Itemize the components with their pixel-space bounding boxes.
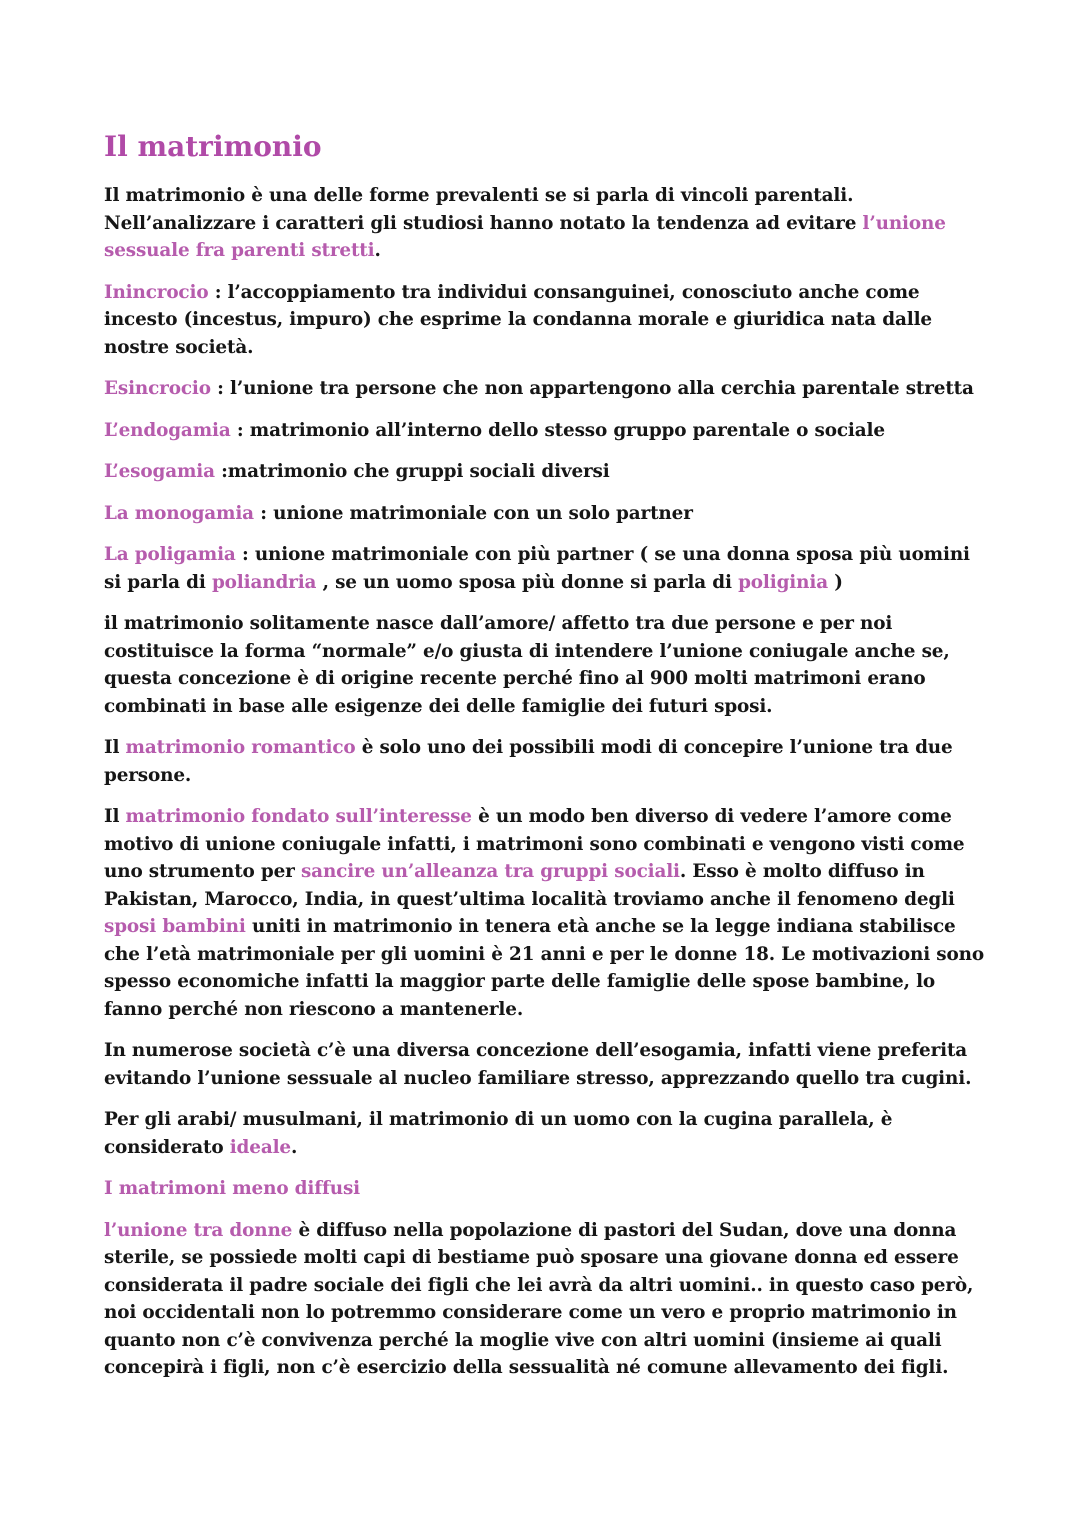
text: uniti in matrimonio in tenera età anche se la legge indiana stabilisce che l’età matrimoniale per gli uomini è 21 anni e per le donne 18. Le motivazioni sono spesso economiche infatti la maggior parte delle famiglie delle spose bambine, lo fanno perché non riescono a mantenerle. xyxy=(104,916,984,1020)
term-poligamia: La poligamia xyxy=(104,544,236,565)
term-poliandria: poliandria xyxy=(211,571,317,593)
definition-poligamia xyxy=(104,541,984,596)
definition-text: :matrimonio che gruppi sociali diversi xyxy=(214,461,610,482)
paragraph-arabi xyxy=(104,1106,984,1161)
paragraph-interesse xyxy=(104,803,984,1023)
paragraph-amore: il matrimonio solitamente nasce dall’amore/ affetto tra due persone e per noi costituisce la forma “normale” e/o giusta di intendere l’unione coniugale anche se, questa concezione è di origine recente perché fino al 900 molti matrimoni erano combinati in base alle esigenze dei delle famiglie dei futuri sposi. xyxy=(104,613,950,717)
definition-esincrocio xyxy=(104,375,984,403)
highlight-text: sposi bambini xyxy=(104,916,246,937)
document-page xyxy=(104,128,984,1396)
text: è diffuso nella popolazione di pastori del Sudan, dove una donna sterile, se possiede molti capi di bestiame può sposare una giovane donna ed essere considerata il padre sociale dei figli che lei avrà da altri uomini.. in questo caso però, noi occidentali non lo potremmo considerare come un vero e proprio matrimonio in quanto non c’è convivenza perché la moglie vive con altri uomini (insieme ai quali concepirà i figli, non c’è esercizio della sessualità né comune allevamento dei figli. xyxy=(104,1219,974,1378)
highlight-text: matrimonio fondato sull’interesse xyxy=(125,806,472,827)
intro-paragraph xyxy=(104,182,984,265)
text: . xyxy=(290,1136,298,1158)
highlight-text: matrimonio romantico xyxy=(125,737,356,758)
definition-endogamia xyxy=(104,417,984,445)
term-inincrocio: Inincrocio xyxy=(104,281,209,303)
highlight-text: ideale xyxy=(229,1136,291,1158)
definition-text: : matrimonio all’interno dello stesso gruppo parentale o sociale xyxy=(230,419,885,441)
intro-end: . xyxy=(374,240,381,261)
text: Per gli arabi/ musulmani, il matrimonio di un uomo con la cugina parallela, è considerato xyxy=(104,1109,893,1158)
term-esincrocio: Esincrocio xyxy=(104,378,211,399)
highlight-text: l’unione sessuale fra parenti stretti xyxy=(104,212,946,261)
text: è un modo ben diverso di vedere l’amore come motivo di unione coniugale infatti, i matrimoni sono combinati e vengono visti come uno strumento per xyxy=(104,806,965,882)
definition-text: : unione matrimoniale con un solo partner xyxy=(253,502,693,524)
term-poliginia: poliginia xyxy=(738,571,828,593)
paragraph-unione-donne xyxy=(104,1217,984,1382)
text: Il xyxy=(104,737,126,758)
term-esogamia: L’esogamia xyxy=(104,461,215,482)
page-title: Il matrimonio xyxy=(104,130,322,163)
text: . Esso è molto diffuso in Pakistan, Marocco, India, in quest’ultima località troviamo anche il fenomeno degli xyxy=(104,861,955,910)
intro-line-1: Il matrimonio è una delle forme prevalenti se si parla di vincoli parentali. xyxy=(104,185,854,206)
highlight-text: sancire un’alleanza tra gruppi sociali xyxy=(300,861,680,882)
definition-text: , se un uomo sposa più donne si parla di xyxy=(316,571,739,593)
definition-text: ) xyxy=(827,571,843,593)
definition-text: : l’accoppiamento tra individui consanguinei, conosciuto anche come incesto (incestus, impuro) che esprime la condanna morale e giuridica nata dalle nostre società. xyxy=(104,281,932,358)
section-subheading: I matrimoni meno diffusi xyxy=(104,1178,361,1199)
intro-line-2: Nell’analizzare i caratteri gli studiosi hanno notato la tendenza ad evitare xyxy=(104,212,863,234)
definition-inincrocio xyxy=(104,279,984,362)
definition-monogamia xyxy=(104,500,984,528)
text: Il xyxy=(104,806,126,827)
paragraph-romantico xyxy=(104,734,984,789)
definition-text: : unione matrimoniale con più partner ( se una donna sposa più uomini si parla di xyxy=(104,544,970,593)
term-monogamia: La monogamia xyxy=(104,502,254,524)
definition-text: : l’unione tra persone che non appartengono alla cerchia parentale stretta xyxy=(210,378,974,399)
highlight-text: l’unione tra donne xyxy=(104,1219,293,1241)
paragraph-esogamia: In numerose società c’è una diversa concezione dell’esogamia, infatti viene preferita evitando l’unione sessuale al nucleo familiare stresso, apprezzando quello tra cugini. xyxy=(104,1040,972,1089)
term-endogamia: L’endogamia xyxy=(104,419,231,441)
text: è solo uno dei possibili modi di concepire l’unione tra due persone. xyxy=(104,737,953,786)
definition-esogamia xyxy=(104,458,984,486)
